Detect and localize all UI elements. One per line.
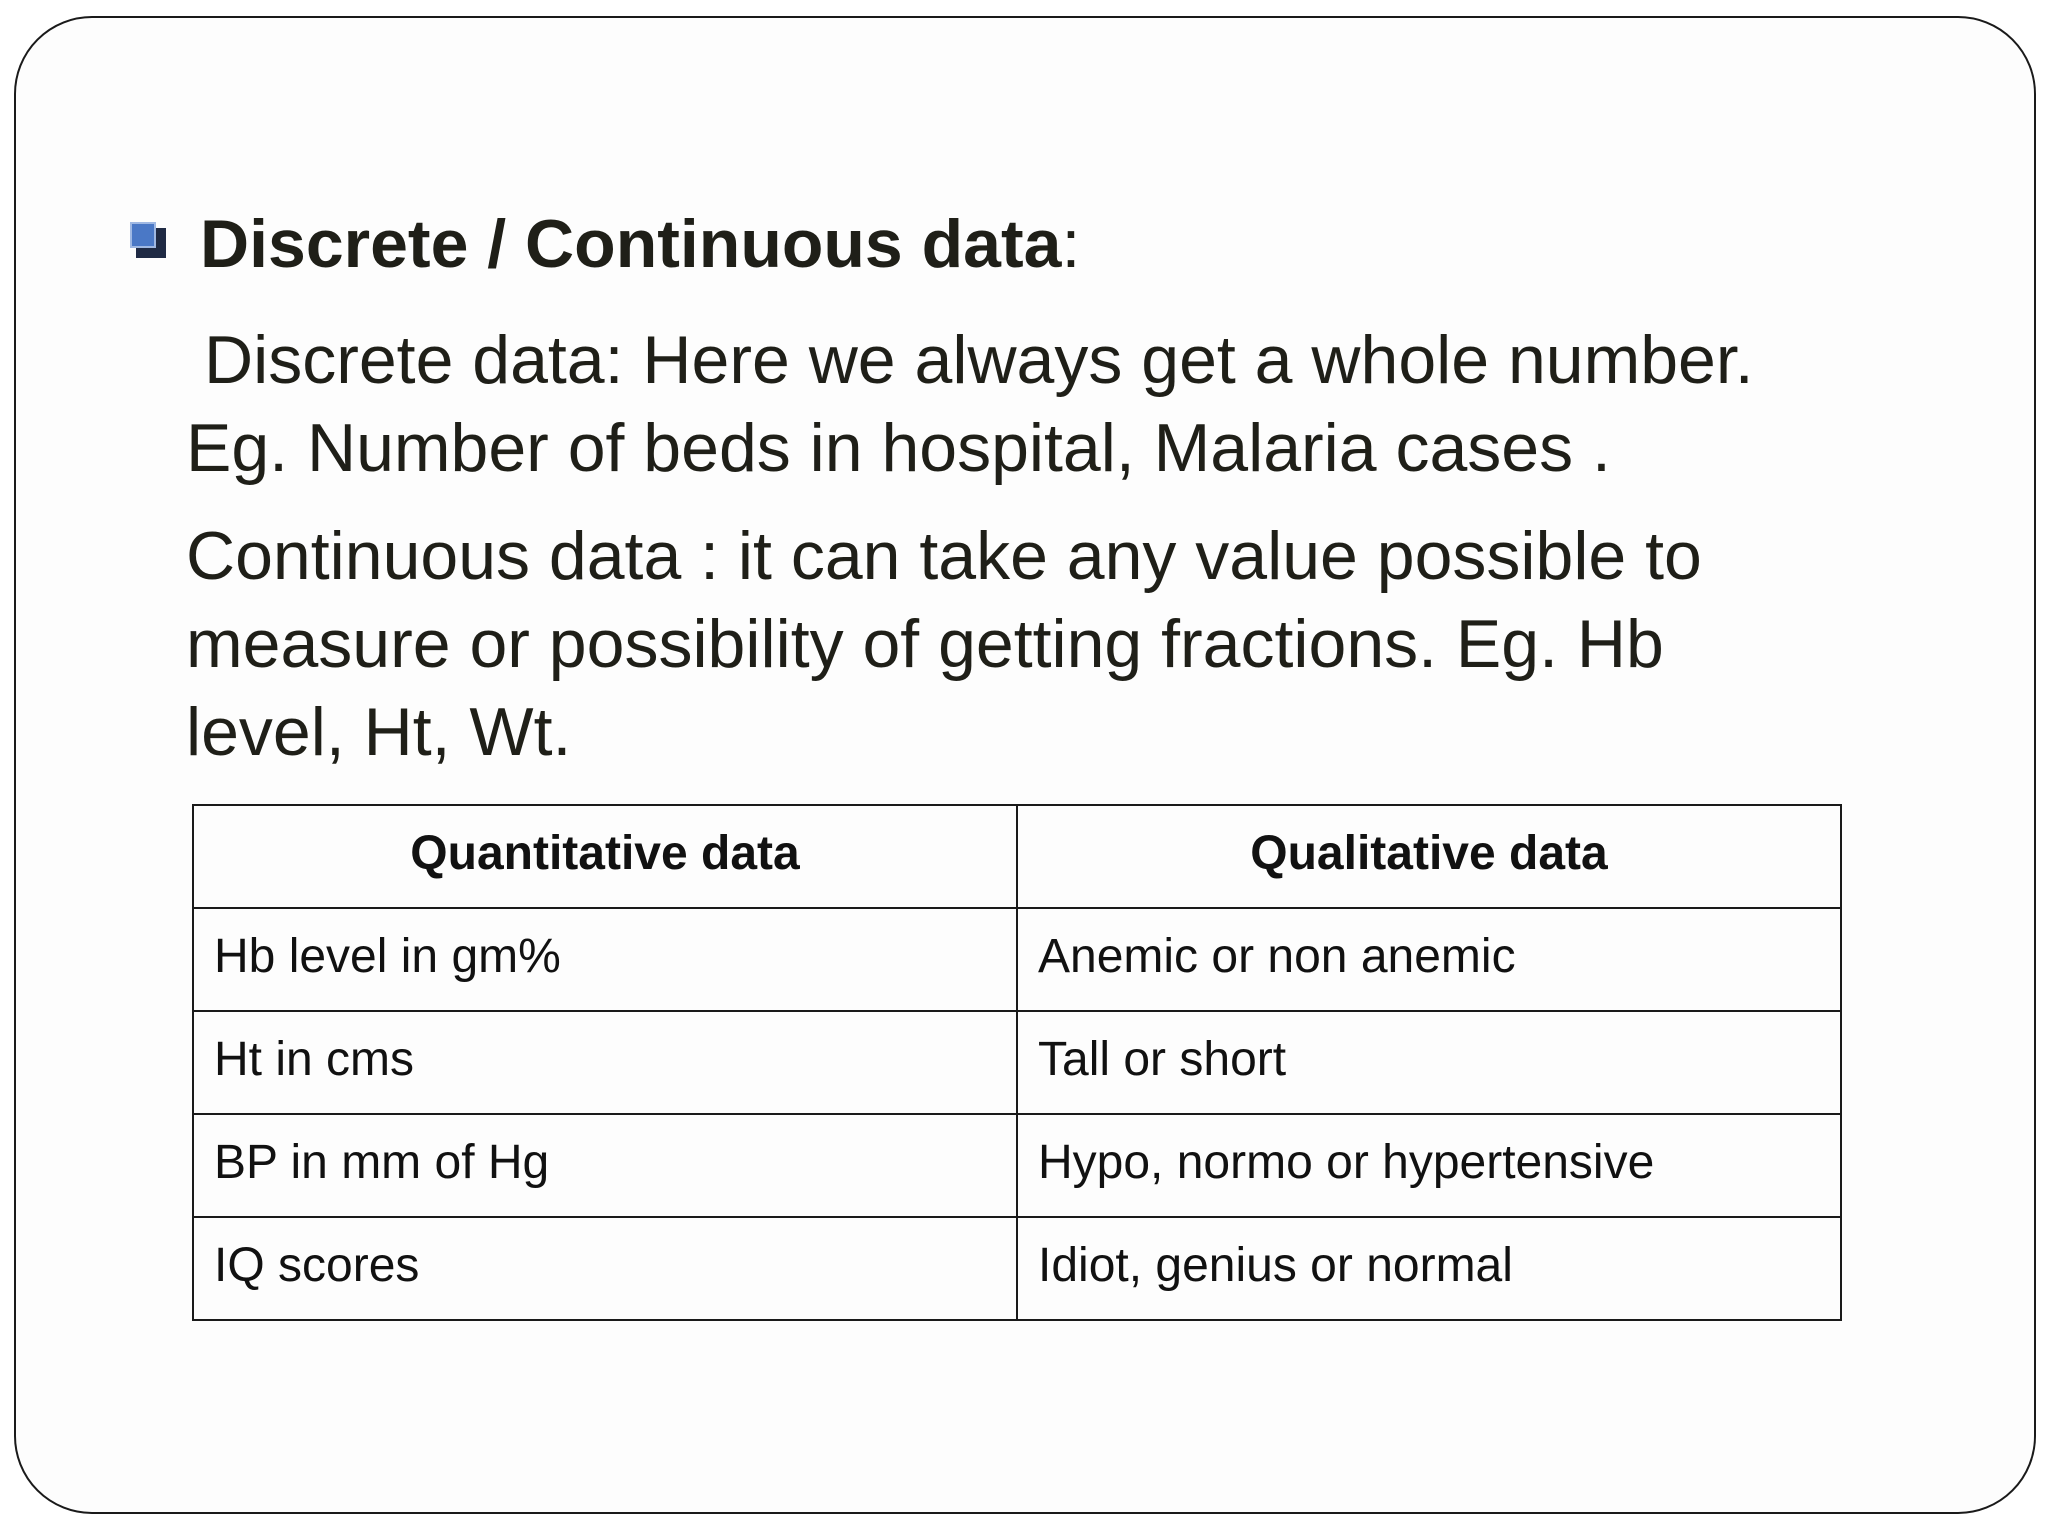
slide-content	[16, 18, 2034, 1512]
cell-quantitative: Ht in cms	[193, 1011, 1017, 1114]
discrete-line-2: Eg. Number of beds in hospital, Malaria cases .	[186, 410, 1611, 486]
cell-quantitative: IQ scores	[193, 1217, 1017, 1320]
heading-title: Discrete / Continuous data	[200, 206, 1062, 282]
header-quantitative: Quantitative data	[193, 805, 1017, 908]
heading-colon: :	[1061, 206, 1081, 282]
discrete-data-paragraph	[186, 316, 1754, 492]
cell-qualitative: Hypo, normo or hypertensive	[1017, 1114, 1841, 1217]
cell-quantitative: BP in mm of Hg	[193, 1114, 1017, 1217]
table-row	[193, 908, 1841, 1011]
cell-qualitative: Idiot, genius or normal	[1017, 1217, 1841, 1320]
table-row	[193, 1114, 1841, 1217]
discrete-line-1: Discrete data: Here we always get a whole number.	[204, 322, 1754, 398]
continuous-line-3: level, Ht, Wt.	[186, 694, 572, 770]
header-qualitative: Qualitative data	[1017, 805, 1841, 908]
heading-row	[128, 204, 1080, 284]
slide-frame	[14, 16, 2036, 1514]
table-header-row	[193, 805, 1841, 908]
cell-qualitative: Tall or short	[1017, 1011, 1841, 1114]
square-bullet-icon	[128, 220, 162, 254]
slide-heading	[200, 204, 1080, 284]
cell-qualitative: Anemic or non anemic	[1017, 908, 1841, 1011]
table-row	[193, 1217, 1841, 1320]
table-row	[193, 1011, 1841, 1114]
cell-quantitative: Hb level in gm%	[193, 908, 1017, 1011]
data-type-table	[192, 804, 1842, 1321]
continuous-line-2: measure or possibility of getting fractions. Eg. Hb	[186, 606, 1664, 682]
continuous-data-paragraph	[186, 512, 1702, 776]
continuous-line-1: Continuous data : it can take any value possible to	[186, 518, 1702, 594]
